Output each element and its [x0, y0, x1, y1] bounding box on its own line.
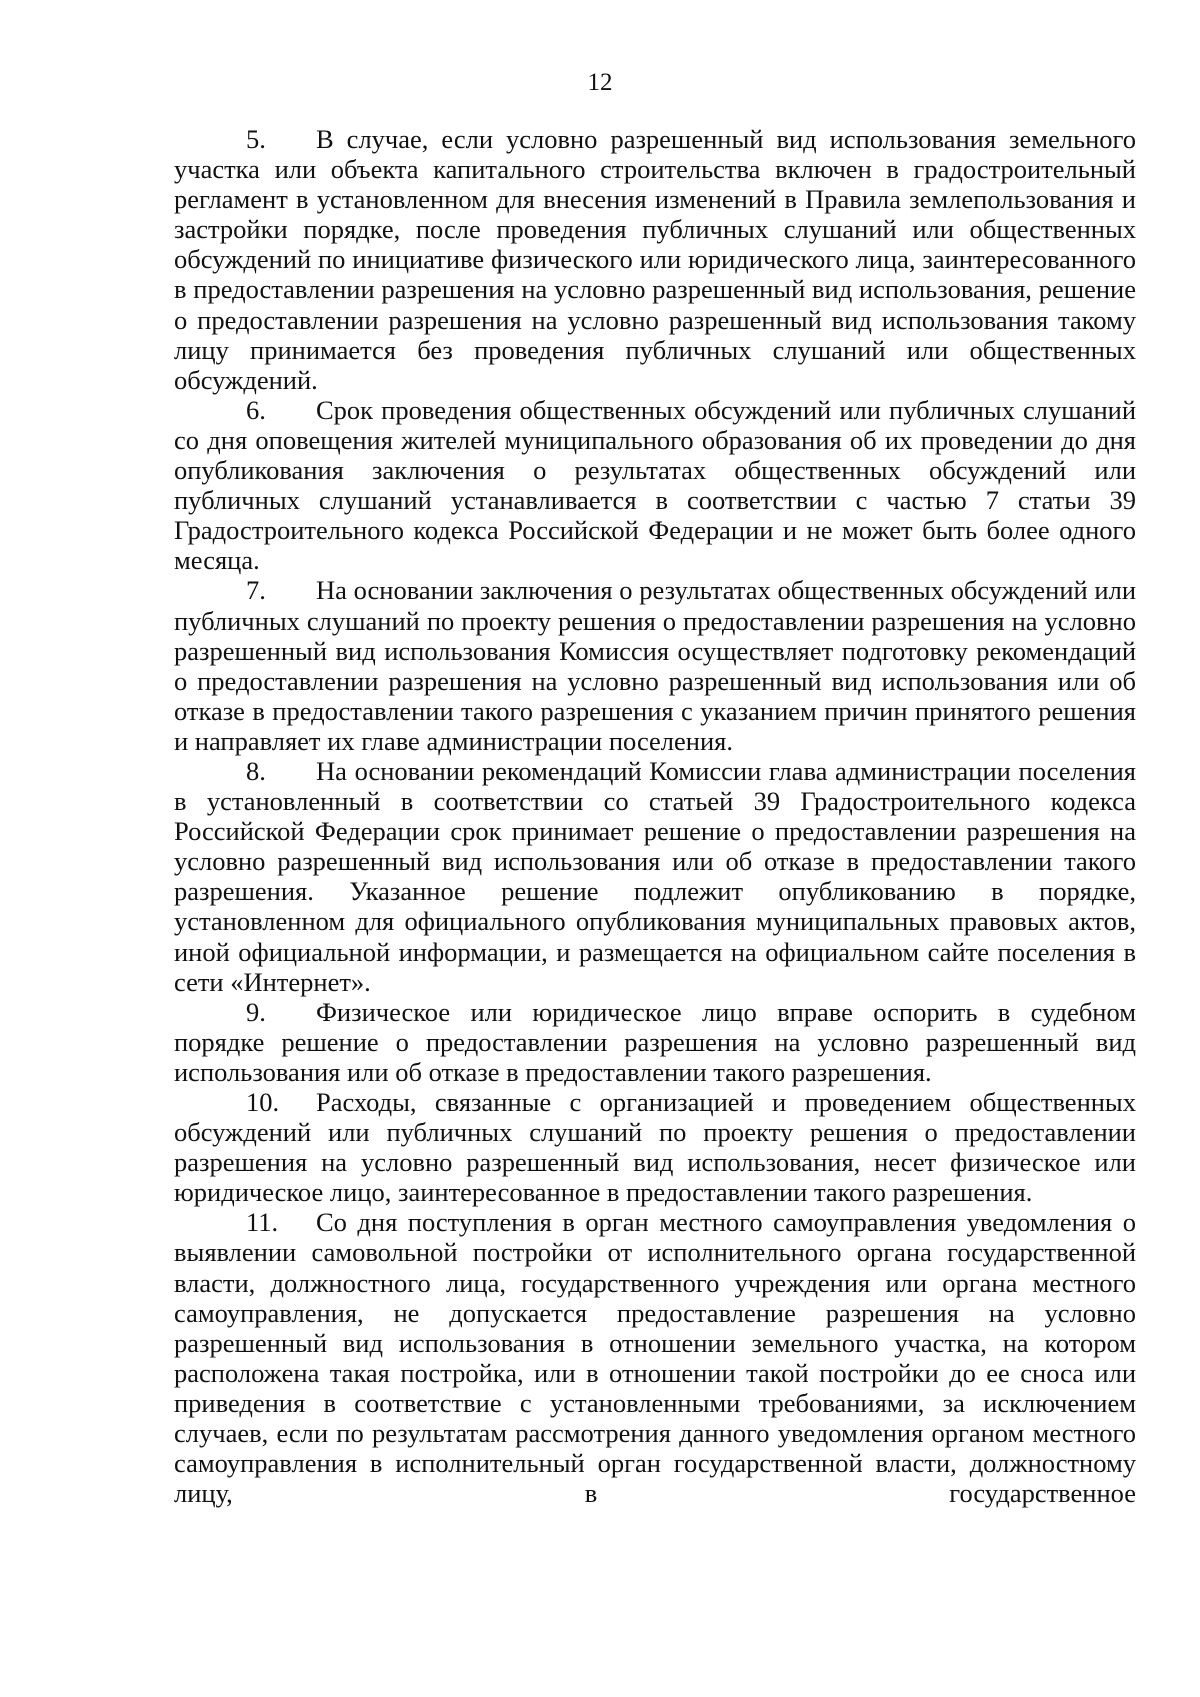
paragraph-text: Физическое или юридическое лицо вправе оспорить в судебном порядке решение о предоставлении разрешения на условно разрешенный вид использования или об отказе в предоставлении такого разрешения. — [174, 996, 1136, 1087]
paragraph-number: 5. — [246, 124, 266, 154]
paragraph-text: В случае, если условно разрешенный вид использования земельного участка или объекта капитального строительства включен в градостроительный регламент в установленном для внесения изменений в Правила землепользования и застройки порядке, после проведения публичных слушаний или общественных обсуждений по инициативе физического или юридического лица, заинтересованного в предоставлении разрешения на условно разрешенный вид использования, решение о предоставлении разрешения на условно разрешенный вид использования такому лицу принимается без проведения публичных слушаний или общественных обсуждений. — [174, 124, 1136, 395]
paragraph-11 — [174, 1207, 1136, 1508]
paragraph-8 — [174, 756, 1136, 997]
paragraph-text: На основании заключения о результатах общественных обсуждений или публичных слушаний по проекту решения о предоставлении разрешения на условно разрешенный вид использования Комиссия осуществляет подготовку рекомендаций о предоставлении разрешения на условно разрешенный вид использования или об отказе в предоставлении такого разрешения с указанием причин принятого решения и направляет их главе администрации поселения. — [174, 575, 1136, 756]
paragraph-number: 6. — [246, 394, 266, 425]
paragraph-number: 8. — [246, 755, 266, 786]
paragraph-9 — [174, 997, 1136, 1087]
document-body — [174, 124, 1136, 1508]
paragraph-10 — [174, 1087, 1136, 1207]
paragraph-number: 11. — [246, 1207, 279, 1238]
paragraph-text: Расходы, связанные с организацией и проведением общественных обсуждений или публичных слушаний по проекту решения о предоставлении разрешения на условно разрешенный вид использования, несет физическое или юридическое лицо, заинтересованное в предоставлении такого разрешения. — [174, 1087, 1136, 1208]
paragraph-text: Срок проведения общественных обсуждений или публичных слушаний со дня оповещения жителей муниципального образования об их проведении до дня опубликования заключения о результатах общественных обсуждений или публичных слушаний устанавливается в соответствии с частью 7 статьи 39 Градостроительного кодекса Российской Федерации и не может быть более одного месяца. — [174, 394, 1136, 576]
page-number: 12 — [587, 69, 613, 96]
paragraph-text: На основании рекомендаций Комиссии глава администрации поселения в установленный в соответствии со статьей 39 Градостроительного кодекса Российской Федерации срок принимает решение о предоставлении разрешения на условно разрешенный вид использования или об отказе в предоставлении такого разрешения. Указанное решение подлежит опубликованию в порядке, установленном для официального опубликования муниципальных правовых актов, иной официальной информации, и размещается на официальном сайте поселения в сети «Интернет». — [174, 755, 1136, 997]
paragraph-number: 7. — [246, 575, 266, 606]
paragraph-text: Со дня поступления в орган местного самоуправления уведомления о выявлении самовольной постройки от исполнительного органа государственной власти, должностного лица, государственного учреждения или органа местного самоуправления, не допускается предоставление разрешения на условно разрешенный вид использования в отношении земельного участка, на котором расположена такая постройка, или в отношении такой постройки до ее сноса или приведения в соответствие с установленными требованиями, за исключением случаев, если по результатам рассмотрения данного уведомления органом местного самоуправления в исполнительный орган государственной власти, должностному лицу, в государственное — [174, 1207, 1136, 1509]
paragraph-5 — [174, 124, 1136, 395]
paragraph-7 — [174, 575, 1136, 756]
paragraph-number: 10. — [246, 1087, 280, 1117]
paragraph-number: 9. — [246, 996, 266, 1027]
paragraph-6 — [174, 395, 1136, 576]
